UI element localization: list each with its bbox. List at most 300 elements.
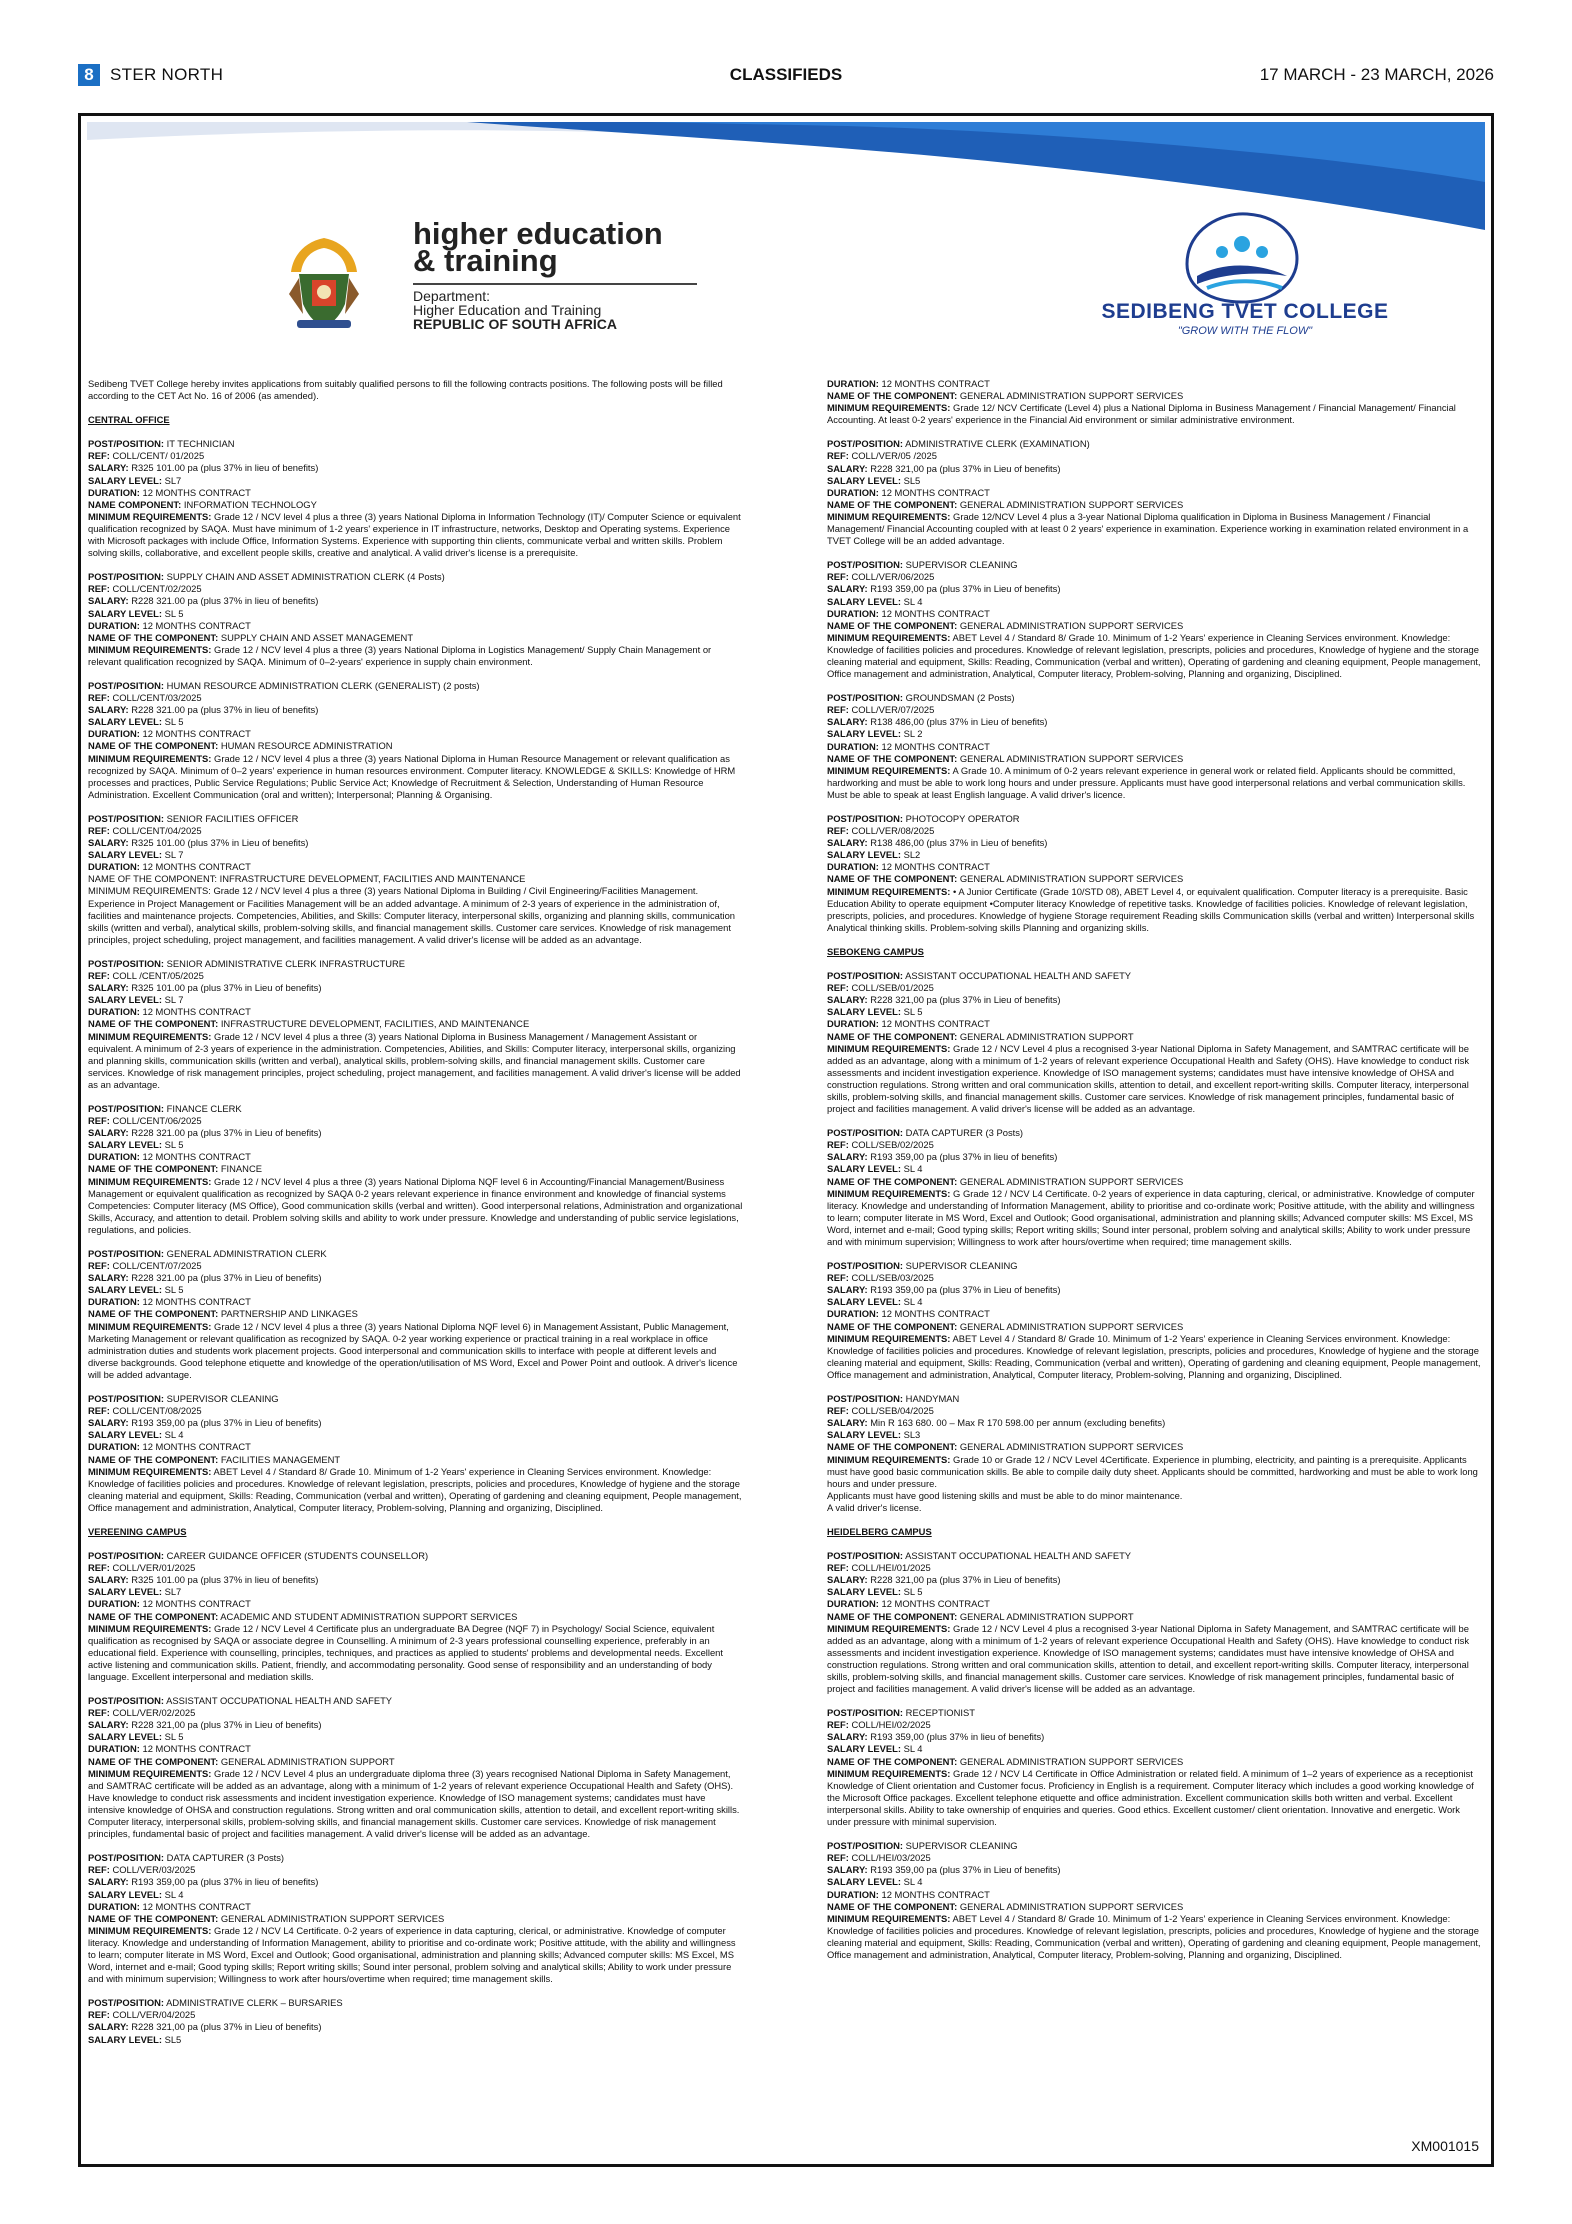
field-label: SALARY LEVEL: — [88, 607, 162, 619]
field-value: Grade 12/NCV Level 4 plus a 3-year National Diploma qualification in Diploma in Business Management / Financial Management/ Financial Accounting coupled with at least 0 2 years' experience in examination. Experience working in examination related environment in a TVET College will be an added advantage. — [827, 510, 1469, 547]
field-value: GENERAL ADMINISTRATION CLERK — [164, 1248, 327, 1259]
field-label: DURATION: — [88, 1900, 140, 1912]
post-detail-line — [88, 1466, 743, 1514]
post-detail-line — [88, 1417, 743, 1429]
post-detail-line — [88, 1889, 743, 1901]
post-detail-line — [88, 1913, 743, 1925]
post-detail-line — [88, 1176, 743, 1236]
field-label: MINIMUM REQUIREMENTS: — [88, 1622, 212, 1634]
field-label: POST/POSITION: — [88, 1102, 165, 1114]
field-value: INFORMATION TECHNOLOGY — [181, 498, 317, 510]
field-value: GENERAL ADMINISTRATION SUPPORT SERVICES — [957, 1900, 1184, 1912]
post-detail-line — [88, 1586, 743, 1598]
post-detail-line — [827, 1756, 1482, 1768]
post-detail-line — [827, 402, 1482, 426]
field-label: NAME OF THE COMPONENT: — [827, 1755, 958, 1767]
field-label: SALARY: — [827, 1574, 868, 1586]
job-post — [88, 813, 743, 946]
post-detail-line — [827, 716, 1482, 728]
field-label: NAME OF THE COMPONENT: — [88, 740, 219, 752]
field-value: SUPERVISOR CLEANING — [903, 1840, 1018, 1852]
post-detail-line — [88, 753, 743, 801]
post-detail-line — [88, 1127, 743, 1139]
campus-heading: HEIDELBERG CAMPUS — [827, 1525, 932, 1537]
field-value: 12 MONTHS CONTRACT — [139, 1151, 251, 1163]
post-detail-line — [88, 438, 743, 450]
field-label: SALARY LEVEL: — [827, 849, 901, 861]
field-label: MINIMUM REQUIREMENTS: — [88, 1465, 212, 1477]
post-detail-line — [827, 1889, 1482, 1901]
field-value: Grade 12 / NCV L4 Certificate. 0-2 years of experience in data capturing, clerical, or administrative. Knowledge of computer literacy. Knowledge and understanding of Information Management, ability to prioritise and co-ordinate work; Positive attitude, with the ability and willingness to learn; computer literate in MS Word, Excel and Outlook; Good organisational, administration and planning skills; Advanced computer skills: MS Excel, MS Word, internet and e-mail; Good typing skills; Report writing skills; Sound inter personal, problem solving and analytical skills; Ability to work under pressure and with minimum supervision; Willingness to work after hours/overtime when required; time management skills. — [88, 1924, 736, 1985]
post-detail-line — [827, 1623, 1482, 1696]
field-value: SUPERVISOR CLEANING — [164, 1393, 279, 1405]
post-detail-line — [827, 632, 1482, 680]
post-detail-line — [88, 1574, 743, 1586]
field-label: POST/POSITION: — [88, 1997, 165, 2009]
field-value: GENERAL ADMINISTRATION SUPPORT SERVICES — [957, 390, 1184, 402]
field-label: MINIMUM REQUIREMENTS: — [827, 1042, 951, 1054]
post-detail-line — [827, 511, 1482, 547]
post-detail-line — [827, 1296, 1482, 1308]
field-label: NAME OF THE COMPONENT: — [827, 1900, 958, 1912]
post-detail-line — [827, 463, 1482, 475]
field-value: SL 4 — [900, 1876, 923, 1888]
post-detail-line — [827, 1031, 1482, 1043]
field-label: REF: — [827, 1405, 849, 1417]
field-value: Grade 12 / NCV level 4 plus a three (3) years National Diploma in Human Resource Management or relevant qualification as recognized by SAQA. Minimum of 0–2 years' experience in human resources environment. Computer literacy. KNOWLEDGE & SKILLS: Knowledge of HRM processes and practices, Public Service Regulations; Public Service Act; Knowledge of Recruitment & Selection, Understanding of Human Resource Administration. Excellent Communication (oral and written); Interpersonal; Planning & Organising. — [88, 752, 736, 800]
post-detail-line — [88, 1731, 743, 1743]
post-detail-line — [88, 1308, 743, 1320]
field-value: COLL/VER/05 /2025 — [848, 450, 937, 462]
post-detail-line — [827, 596, 1482, 608]
post-detail-line — [827, 620, 1482, 632]
field-label: REF: — [827, 571, 849, 583]
field-value: R193 359,00 pa (plus 37% in Lieu of benefits) — [867, 583, 1061, 595]
field-label: POST/POSITION: — [827, 438, 904, 450]
advert-reference: XM001015 — [1411, 2138, 1479, 2154]
post-detail-line — [88, 958, 743, 970]
post-detail-line — [88, 1393, 743, 1405]
field-label: REF: — [88, 1864, 110, 1876]
field-label: SALARY: — [827, 1284, 868, 1296]
post-detail-line — [88, 1562, 743, 1574]
post-detail-line — [88, 1103, 743, 1115]
post-detail-line — [827, 825, 1482, 837]
post-detail-line — [88, 680, 743, 692]
post-detail-line — [88, 632, 743, 644]
field-label: NAME OF THE COMPONENT: — [827, 873, 958, 885]
campus-heading: CENTRAL OFFICE — [88, 414, 170, 426]
post-detail-line — [88, 1454, 743, 1466]
field-label: SALARY: — [88, 595, 129, 607]
post-detail-line — [827, 1574, 1482, 1586]
field-label: MINIMUM REQUIREMENTS: — [827, 631, 951, 643]
field-value: R325 101.00 pa (plus 37% in Lieu of benefits) — [128, 982, 322, 994]
field-label: POST/POSITION: — [827, 559, 904, 571]
field-label: NAME OF THE COMPONENT: — [827, 1320, 958, 1332]
field-label: SALARY LEVEL: — [88, 1888, 162, 1900]
job-post — [827, 1393, 1482, 1514]
field-value: 12 MONTHS CONTRACT — [878, 740, 990, 752]
field-label: DURATION: — [88, 1151, 140, 1163]
field-label: SALARY: — [88, 1719, 129, 1731]
field-value: SL 4 — [900, 595, 923, 607]
field-label: DURATION: — [88, 1006, 140, 1018]
field-label: DURATION: — [88, 1743, 140, 1755]
post-detail-line — [827, 970, 1482, 982]
post-detail-line — [88, 1031, 743, 1091]
field-value: COLL/CENT/ 01/2025 — [109, 450, 205, 462]
post-detail-line — [88, 1756, 743, 1768]
field-label: DURATION: — [827, 378, 879, 389]
field-value: HUMAN RESOURCE ADMINISTRATION — [218, 740, 393, 752]
field-label: POST/POSITION: — [827, 1840, 904, 1852]
field-label: REF: — [827, 1272, 849, 1284]
field-value: R228 321.00 pa (plus 37% in lieu of benefits) — [128, 704, 319, 716]
field-value: Grade 12 / NCV level 4 plus a three (3) years National Diploma in Business Management / Management Assistant or equivalent. A minimum of 2-3 years of experience in the administration. Competencies, Abilities, and Skills: Computer literacy, interpersonal skills, organizing and planning skills, communication skills (written and verbal), analytical skills, problem-solving skills, and financial management skills. Customer care services. Knowledge of risk management principles, project scheduling, project management, and facilities management. A valid driver's license will be added as an advantage. — [88, 1030, 741, 1090]
field-value: SL 4 — [161, 1429, 184, 1441]
field-value: Grade 12 / NCV level 4 plus a three (3) years National Diploma NQF level 6) in Management Assistant, Public Management, Marketing Management or relevant qualification as recognized by SAQA. 0-2 year working experience or practical training in a real workplace in office administration duties and students work placement projects. Good interpersonal and communication skills to interface with people at different levels and diverse backgrounds. Good telephone etiquette and knowledge of the operation/utilisation of MS Word, Excel and Power Point and outlook. A driver's licence will be added advantage. — [88, 1320, 738, 1380]
post-detail-line — [827, 1852, 1482, 1864]
field-label: SALARY LEVEL: — [88, 1586, 162, 1598]
field-value: GENERAL ADMINISTRATION SUPPORT SERVICES — [957, 873, 1184, 885]
field-label: DURATION: — [88, 1441, 140, 1453]
field-value: Grade 12 / NCV Level 4 plus a recognised 3-year National Diploma in Safety Management, and SAMTRAC certificate will be added as an advantage, along with a minimum of 1-2 years of relevant experience Occupational Health and Safety (OHS). Have knowledge to conduct risk assessments and incident investigation experience. Knowledge of ISO management systems; candidates must have intensive knowledge of OHSA and construction regulations. Strong written and oral communication skills, attention to detail, and excellent report-writing skills. Computer literacy, interpersonal skills, problem-solving skills, and financial management skills. Customer care services. Knowledge of risk management principles, fundamental basic of project and facilities management. A valid driver's license will be added as an advantage. — [827, 1042, 1470, 1115]
field-value: CAREER GUIDANCE OFFICER (STUDENTS COUNSELLOR) — [164, 1550, 429, 1562]
field-value: HANDYMAN — [903, 1393, 960, 1405]
job-post — [88, 680, 743, 801]
field-value: ASSISTANT OCCUPATIONAL HEALTH AND SAFETY — [903, 1550, 1132, 1562]
post-detail-line — [827, 1176, 1482, 1188]
field-value: ACADEMIC AND STUDENT ADMINISTRATION SUPPORT SERVICES — [218, 1610, 518, 1622]
post-detail-line — [827, 994, 1482, 1006]
field-label: REF: — [827, 1719, 849, 1731]
field-value: ASSISTANT OCCUPATIONAL HEALTH AND SAFETY — [164, 1695, 393, 1707]
field-label: POST/POSITION: — [827, 1260, 904, 1272]
post-detail-line — [827, 1163, 1482, 1175]
post-detail-line — [827, 1490, 1482, 1502]
field-label: SALARY: — [827, 716, 868, 728]
field-value: GENERAL ADMINISTRATION SUPPORT SERVICES — [957, 1441, 1184, 1453]
post-detail-line — [88, 450, 743, 462]
post-detail-line — [827, 1840, 1482, 1852]
field-value: COLL/SEB/02/2025 — [848, 1139, 934, 1151]
job-post — [827, 970, 1482, 1115]
post-detail-line — [827, 1333, 1482, 1381]
field-value: R193 359,00 pa (plus 37% in Lieu of benefits) — [128, 1417, 322, 1429]
field-value: R228 321,00 pa (plus 37% in Lieu of benefits) — [867, 994, 1061, 1006]
dhe-divider — [413, 283, 697, 285]
field-value: 12 MONTHS CONTRACT — [139, 486, 251, 498]
post-detail-line — [827, 1043, 1482, 1116]
post-detail-line — [827, 378, 1482, 390]
field-label: POST/POSITION: — [827, 692, 904, 704]
field-value: FINANCE — [218, 1163, 262, 1175]
field-value: R325 101.00 pa (plus 37% in lieu of benefits) — [128, 462, 319, 474]
field-label: SALARY LEVEL: — [827, 1296, 901, 1308]
post-detail-line — [88, 1441, 743, 1453]
field-label: SALARY: — [827, 837, 868, 849]
field-value: A valid driver's license. — [827, 1501, 922, 1513]
post-detail-line — [88, 475, 743, 487]
field-label: REF: — [827, 825, 849, 837]
field-value: COLL/VER/04/2025 — [109, 2009, 196, 2021]
field-value: ADMINISTRATIVE CLERK – BURSARIES — [164, 1997, 343, 2009]
field-label: SALARY LEVEL: — [827, 1429, 901, 1441]
field-value: SL7 — [161, 474, 182, 486]
post-detail-line — [88, 644, 743, 668]
field-label: SALARY: — [88, 1574, 129, 1586]
field-value: SUPERVISOR CLEANING — [903, 1260, 1018, 1272]
post-detail-line — [827, 753, 1482, 765]
post-detail-line — [88, 1611, 743, 1623]
campus-heading: SEBOKENG CAMPUS — [827, 945, 924, 957]
post-detail-line — [827, 475, 1482, 487]
field-value: SL2 — [900, 849, 921, 861]
intro-text: Sedibeng TVET College hereby invites applications from suitably qualified persons to fill the following contracts positions. The following posts will be filled according to the CET Act No. 16 of 2006 (as amended). — [88, 378, 723, 402]
post-detail-line — [88, 511, 743, 559]
post-detail-line — [827, 1731, 1482, 1743]
field-value: SL 5 — [161, 607, 184, 619]
field-label: DURATION: — [827, 861, 879, 873]
field-value: RECEPTIONIST — [903, 1707, 975, 1719]
field-value: SL 5 — [161, 1731, 184, 1743]
post-detail-line — [827, 1417, 1482, 1429]
field-value: COLL/CENT/03/2025 — [109, 692, 202, 704]
field-label: POST/POSITION: — [827, 813, 904, 824]
job-post — [88, 958, 743, 1091]
post-detail-line — [827, 813, 1482, 825]
field-value: Grade 12 / NCV Level 4 Certificate plus an undergraduate BA Degree (NQF 7) in Psychology/ Social Science, equivalent qualification as recognised by SAQA or associate degree in Counselling. A minimum of 2-3 years professional counselling experience, preferably in an educational field. Experience with counselling, principles, techniques, and practices as applied to students' problems and developmental needs. Excellent active listening and communication skills. Patient, friendly, and accommodating personality. Good sense of responsibility and an understanding of body language. Excellent interpersonal and mediation skills. — [88, 1622, 723, 1682]
field-label: DURATION: — [827, 486, 879, 498]
field-value: SENIOR FACILITIES OFFICER — [164, 812, 299, 824]
field-value: GENERAL ADMINISTRATION SUPPORT SERVICES — [957, 498, 1184, 510]
field-value: • A Junior Certificate (Grade 10/STD 08), ABET Level 4, or equivalent qualification. Computer literacy is a prerequisite. Basic Education Ability to operate equipment •Computer literacy Knowledge of repetitive tasks. Knowledge of facilities policies. Knowledge of relevant legislation, prescripts, policies, and procedures. Knowledge of hygiene Storage requirement Reading skills Communication skills (verbal and written) Interpersonal skills Analytical thinking skills. Problem-solving skills Planning and organizing skills. — [827, 885, 1475, 933]
field-value: SUPPLY CHAIN AND ASSET MANAGEMENT — [218, 631, 414, 643]
field-value: NAME OF THE COMPONENT: INFRASTRUCTURE DEVELOPMENT, FACILITIES AND MAINTENANCE — [88, 873, 526, 885]
field-value: ABET Level 4 / Standard 8/ Grade 10. Minimum of 1-2 Years' experience in Cleaning Services environment. Knowledge: Knowledge of facilities policies and procedures. Knowledge of relevant legislation, prescripts, policies and procedures, Knowledge of hygiene and the storage cleaning material and equipment, Skills: Reading, Communication (verbal and written), Operating of gardening and cleaning equipment, People management, Office management and administration, Analytical, Computer literacy, Problem-solving, Planning and organizing, Disciplined. — [827, 1332, 1481, 1380]
field-value: GENERAL ADMINISTRATION SUPPORT SERVICES — [957, 752, 1184, 764]
field-value: ABET Level 4 / Standard 8/ Grade 10. Minimum of 1-2 Years' experience in Cleaning Services environment. Knowledge: Knowledge of facilities policies and procedures. Knowledge of relevant legislation, prescripts, policies and procedures, Knowledge of hygiene and the storage cleaning material and equipment, Skills: Reading, Communication (verbal and written), Operating of gardening and cleaning equipment, People management, Office management and administration, Analytical, Computer literacy, Problem-solving, Planning and organizing, Disciplined. — [88, 1465, 742, 1513]
post-detail-line — [827, 1454, 1482, 1490]
post-detail-line — [88, 583, 743, 595]
field-label: MINIMUM REQUIREMENTS: — [88, 1924, 212, 1936]
field-label: DURATION: — [88, 861, 140, 873]
field-value: R228 321,00 pa (plus 37% in Lieu of benefits) — [867, 1574, 1061, 1586]
field-value: GENERAL ADMINISTRATION SUPPORT SERVICES — [218, 1912, 445, 1924]
post-detail-line — [88, 1901, 743, 1913]
field-label: DURATION: — [827, 740, 879, 752]
field-label: POST/POSITION: — [88, 812, 165, 824]
post-detail-line — [827, 1127, 1482, 1139]
post-detail-line — [88, 704, 743, 716]
post-detail-line — [827, 1006, 1482, 1018]
job-post — [88, 1103, 743, 1236]
post-detail-line — [88, 571, 743, 583]
post-detail-line — [88, 825, 743, 837]
page-number: 8 — [78, 64, 100, 86]
post-detail-line — [88, 1598, 743, 1610]
field-value: MINIMUM REQUIREMENTS: Grade 12 / NCV level 4 plus a three (3) years National Diploma in Building / Civil Engineering/Facilities Management. Experience in Project Management or Facilities Management will be an added advantage. A minimum of 2-3 years of experience in the administration of, facilities and maintenance projects. Competencies, Abilities, and Skills: Computer literacy, interpersonal skills, organizing and planning skills, communication skills (written and verbal), analytical skills, problem-solving skills, and financial management skills. Customer care services. Knowledge of risk management principles, project scheduling, project management, and facilities management. A valid driver's license will be added as an advantage. — [88, 885, 736, 945]
field-value: 12 MONTHS CONTRACT — [878, 1888, 990, 1900]
field-value: 12 MONTHS CONTRACT — [139, 1743, 251, 1755]
field-label: NAME OF THE COMPONENT: — [827, 752, 958, 764]
field-value: R193 359,00 pa (plus 37% in Lieu of benefits) — [867, 1864, 1061, 1876]
field-value: SL 5 — [161, 716, 184, 728]
post-detail-line — [827, 1260, 1482, 1272]
post-detail-line — [88, 1864, 743, 1876]
post-detail-line — [88, 692, 743, 704]
field-label: POST/POSITION: — [88, 438, 165, 450]
field-value: ABET Level 4 / Standard 8/ Grade 10. Minimum of 1-2 Years' experience in Cleaning Services environment. Knowledge: Knowledge of facilities policies and procedures. Knowledge of relevant legislation, prescripts, policies and procedures, Knowledge of hygiene and the storage cleaning material and equipment, Skills: Reading, Communication (verbal and written), Operating of gardening and cleaning equipment, People management, Office management and administration, Analytical, Computer literacy, Problem-solving, Planning and organizing, Disciplined. — [827, 631, 1481, 680]
field-label: SALARY: — [88, 1417, 129, 1429]
field-label: MINIMUM REQUIREMENTS: — [88, 643, 212, 655]
field-value: COLL/SEB/04/2025 — [848, 1405, 934, 1417]
field-label: SALARY: — [88, 837, 129, 849]
field-value: PARTNERSHIP AND LINKAGES — [218, 1308, 358, 1320]
field-label: MINIMUM REQUIREMENTS: — [88, 1767, 212, 1779]
field-label: NAME OF THE COMPONENT: — [827, 1175, 958, 1187]
post-detail-line — [88, 1163, 743, 1175]
field-label: NAME OF THE COMPONENT: — [88, 1018, 219, 1030]
field-value: GENERAL ADMINISTRATION SUPPORT — [957, 1610, 1134, 1622]
field-label: REF: — [827, 1139, 849, 1151]
publication-name: STER NORTH — [110, 65, 224, 84]
post-detail-line — [827, 1272, 1482, 1284]
field-value: R138 486,00 (plus 37% in Lieu of benefits) — [867, 837, 1048, 849]
field-label: MINIMUM REQUIREMENTS: — [827, 1187, 951, 1199]
post-detail-line — [827, 608, 1482, 620]
post-detail-line — [827, 1308, 1482, 1320]
field-value: INFRASTRUCTURE DEVELOPMENT, FACILITIES, AND MAINTENANCE — [218, 1018, 530, 1030]
job-post — [827, 1550, 1482, 1695]
job-post — [827, 813, 1482, 934]
post-detail-line — [827, 886, 1482, 934]
field-label: SALARY: — [88, 2021, 129, 2033]
field-value: SL5 — [161, 2033, 182, 2045]
field-value: SL 5 — [161, 1139, 184, 1151]
field-value: R228 321.00 pa (plus 37% in Lieu of benefits) — [128, 1272, 322, 1284]
field-value: Grade 10 or Grade 12 / NCV Level 4Certificate. Experience in plumbing, electricity, and painting is a prerequisite. Applicants must have good basic communication skills. Be able to compile daily duty sheet. Applicants should be committed, hardworking and must be able to work long hours and under pressure. — [827, 1453, 1478, 1489]
job-post — [88, 1695, 743, 1840]
field-value: COLL/VER/03/2025 — [109, 1864, 196, 1876]
post-detail-line — [827, 849, 1482, 861]
field-value: DATA CAPTURER (3 Posts) — [164, 1852, 285, 1864]
field-value: Grade 12/ NCV Certificate (Level 4) plus a National Diploma in Business Management / Financial Management/ Financial Accounting. At least 0-2 years' experience in the Financial Aid environment or similar administrative environment. — [827, 402, 1456, 426]
field-label: SALARY LEVEL: — [827, 1163, 901, 1175]
field-value: R138 486,00 (plus 37% in Lieu of benefits) — [867, 716, 1048, 728]
post-detail-line — [827, 1018, 1482, 1030]
advert-frame — [78, 113, 1494, 2167]
dhe-department: Department: Higher Education and Training REPUBLIC OF SOUTH AFRICA — [413, 288, 618, 332]
field-value: COLL/CENT/08/2025 — [109, 1405, 202, 1417]
post-detail-line — [827, 499, 1482, 511]
field-label: POST/POSITION: — [88, 679, 165, 691]
field-label: SALARY LEVEL: — [827, 1586, 901, 1598]
field-label: NAME OF THE COMPONENT: — [827, 619, 958, 631]
post-detail-line — [827, 438, 1482, 450]
field-value: GENERAL ADMINISTRATION SUPPORT SERVICES — [957, 619, 1184, 631]
field-label: REF: — [88, 970, 110, 982]
post-detail-line — [88, 982, 743, 994]
post-detail-line — [827, 1393, 1482, 1405]
job-post — [88, 1852, 743, 1985]
field-label: MINIMUM REQUIREMENTS: — [88, 510, 212, 522]
field-label: NAME OF THE COMPONENT: — [88, 631, 219, 643]
field-value: Grade 12 / NCV level 4 plus a three (3) years National Diploma in Information Technology (IT)/ Computer Science or equivalent qualification recognized by SAQA. Must have minimum of 1-2 years' experience in IT infrastructure, networks, Desktop and Operating systems. Experience with Microsoft packages with include Office, Information Systems. Experience with supporting thin clients, communicate verbal and written skills. Problem solving skills, collaborative, and excellent people skills, creative and analytical. A valid driver's license is a prerequisite. — [88, 510, 741, 559]
post-detail-line — [827, 861, 1482, 873]
field-value: GENERAL ADMINISTRATION SUPPORT — [957, 1030, 1134, 1042]
field-value: COLL/HEI/01/2025 — [848, 1562, 931, 1574]
post-detail-line — [88, 1139, 743, 1151]
field-value: COLL/CENT/02/2025 — [109, 583, 202, 595]
field-value: SL3 — [900, 1429, 921, 1441]
job-post — [827, 1127, 1482, 1248]
field-label: REF: — [827, 1562, 849, 1574]
field-value: 12 MONTHS CONTRACT — [139, 728, 251, 740]
field-value: ASSISTANT OCCUPATIONAL HEALTH AND SAFETY — [903, 970, 1132, 982]
post-detail-line — [88, 1997, 743, 2009]
field-value: SL 5 — [161, 1284, 184, 1296]
post-detail-line — [827, 1598, 1482, 1610]
field-label: SALARY LEVEL: — [88, 716, 162, 728]
field-value: R228 321.00 pa (plus 37% in lieu of benefits) — [128, 595, 319, 607]
field-label: REF: — [827, 982, 849, 994]
field-value: COLL/VER/08/2025 — [848, 825, 935, 837]
job-post — [827, 559, 1482, 680]
field-label: REF: — [827, 704, 849, 716]
field-label: NAME COMPONENT: — [88, 498, 182, 510]
advert-banner — [87, 122, 1485, 422]
post-detail-line — [88, 1405, 743, 1417]
field-value: GROUNDSMAN (2 Posts) — [903, 692, 1015, 704]
post-detail-line — [827, 982, 1482, 994]
post-detail-line — [827, 1441, 1482, 1453]
post-detail-line — [88, 1876, 743, 1888]
field-value: 12 MONTHS CONTRACT — [139, 619, 251, 631]
field-value: DATA CAPTURER (3 Posts) — [903, 1127, 1024, 1139]
post-detail-line — [88, 1707, 743, 1719]
post-detail-line — [827, 704, 1482, 716]
field-value: 12 MONTHS CONTRACT — [139, 1598, 251, 1610]
post-detail-line — [88, 1429, 743, 1441]
field-value: GENERAL ADMINISTRATION SUPPORT — [218, 1755, 395, 1767]
field-label: DURATION: — [827, 1308, 879, 1320]
field-value: COLL/SEB/03/2025 — [848, 1272, 934, 1284]
post-detail-line — [88, 1623, 743, 1683]
dhe-wordmark: higher education & training — [413, 216, 663, 278]
field-value: R193 359,00 pa (plus 37% in Lieu of benefits) — [867, 1284, 1061, 1296]
post-detail-line — [827, 390, 1482, 402]
field-label: POST/POSITION: — [88, 957, 165, 969]
field-value: 12 MONTHS CONTRACT — [139, 1006, 251, 1018]
field-label: MINIMUM REQUIREMENTS: — [88, 1175, 212, 1187]
field-label: MINIMUM REQUIREMENTS: — [827, 1332, 951, 1344]
post-detail-line — [88, 1115, 743, 1127]
field-value: SUPERVISOR CLEANING — [903, 559, 1018, 571]
field-label: NAME OF THE COMPONENT: — [88, 1453, 219, 1465]
job-post — [88, 1393, 743, 1514]
post-detail-line — [88, 1321, 743, 1381]
field-label: NAME OF THE COMPONENT: — [88, 1912, 219, 1924]
field-value: SL 4 — [900, 1296, 923, 1308]
field-value: HUMAN RESOURCE ADMINISTRATION CLERK (GENERALIST) (2 posts) — [164, 679, 480, 691]
field-value: R325 101.00 (plus 37% in Lieu of benefits) — [128, 837, 309, 849]
field-value: SL7 — [161, 1586, 182, 1598]
field-label: REF: — [88, 1562, 110, 1574]
field-value: SL 5 — [900, 1006, 923, 1018]
field-label: SALARY: — [88, 1272, 129, 1284]
